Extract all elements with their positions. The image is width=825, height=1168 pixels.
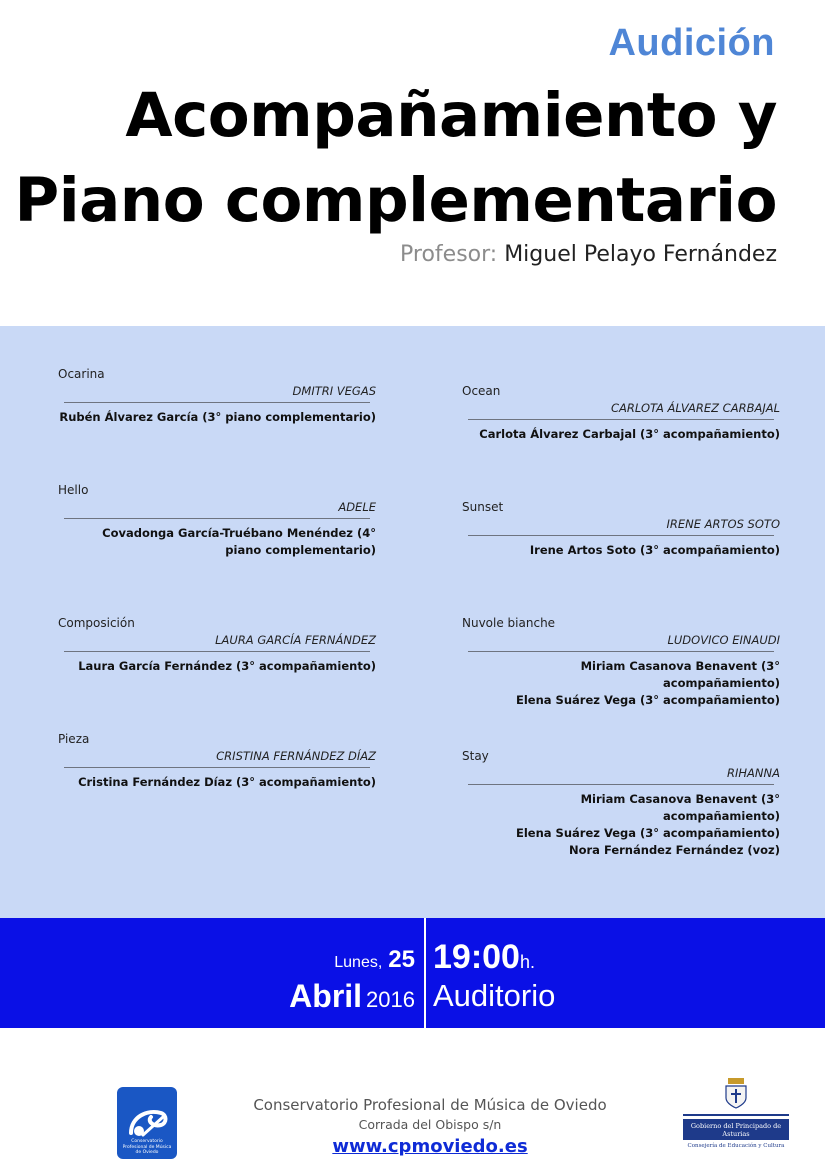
title-line-1: Acompañamiento y bbox=[125, 80, 777, 151]
performer: Nora Fernández Fernández (voz) bbox=[568, 843, 780, 857]
government-logo bbox=[683, 1076, 789, 1168]
piece-title: Ocarina bbox=[58, 367, 105, 381]
poster-header bbox=[0, 0, 825, 326]
teacher-name: Miguel Pelayo Fernández bbox=[504, 242, 777, 267]
program-item bbox=[58, 367, 376, 426]
piece-composer: LUDOVICO EINAUDI bbox=[667, 633, 780, 647]
piece-composer: CARLOTA ÁLVAREZ CARBAJAL bbox=[611, 401, 780, 415]
program-section bbox=[0, 326, 825, 918]
event-time: 19:00 bbox=[433, 938, 520, 976]
performer: Laura García Fernández (3° acompañamiento) bbox=[78, 659, 376, 673]
divider bbox=[64, 518, 370, 519]
conservatory-info bbox=[250, 1096, 610, 1157]
piece-title: Ocean bbox=[462, 384, 501, 398]
piece-title: Stay bbox=[462, 749, 489, 763]
divider bbox=[468, 784, 774, 785]
event-year: 2016 bbox=[366, 987, 415, 1012]
website-link[interactable]: www.cpmoviedo.es bbox=[332, 1136, 528, 1157]
teacher-label: Profesor: bbox=[400, 242, 498, 267]
event-venue: Auditorio bbox=[433, 978, 556, 1013]
piece-title: Composición bbox=[58, 616, 135, 630]
divider bbox=[64, 402, 370, 403]
program-item bbox=[462, 384, 780, 443]
teacher bbox=[400, 242, 777, 267]
performer: Irene Artos Soto (3° acompañamiento) bbox=[529, 543, 780, 557]
date-divider bbox=[424, 918, 426, 1028]
divider bbox=[468, 419, 774, 420]
conservatory-name: Conservatorio Profesional de Música de Oviedo bbox=[253, 1096, 607, 1114]
piece-composer: ADELE bbox=[338, 500, 376, 514]
divider bbox=[64, 651, 370, 652]
event-type: Audición bbox=[608, 22, 775, 64]
program-item bbox=[58, 483, 376, 559]
ministry-name: Consejería de Educación y Cultura bbox=[687, 1143, 785, 1149]
event-date-line2 bbox=[289, 978, 415, 1015]
performer: Rubén Álvarez García (3° piano complementario) bbox=[59, 410, 376, 424]
performer: Carlota Álvarez Carbajal (3° acompañamiento) bbox=[479, 427, 780, 441]
performer: Cristina Fernández Díaz (3° acompañamiento) bbox=[78, 775, 376, 789]
event-date-line1 bbox=[334, 946, 415, 974]
divider bbox=[64, 767, 370, 768]
piece-title: Hello bbox=[58, 483, 89, 497]
piece-composer: LAURA GARCÍA FERNÁNDEZ bbox=[215, 633, 376, 647]
performer: Elena Suárez Vega (3° acompañamiento) bbox=[516, 693, 780, 707]
piece-title: Nuvole bianche bbox=[462, 616, 556, 630]
title-line-2: Piano complementario bbox=[14, 165, 777, 236]
performer: Miriam Casanova Benavent (3° acompañamiento) bbox=[580, 659, 780, 690]
conservatory-logo bbox=[117, 1087, 177, 1159]
conservatory-logo-text: Conservatorio Profesional de Música de Oviedo bbox=[122, 1139, 172, 1155]
piece-title: Sunset bbox=[462, 500, 504, 514]
program-item bbox=[58, 616, 376, 675]
piece-composer: CRISTINA FERNÁNDEZ DÍAZ bbox=[216, 749, 376, 763]
program-item bbox=[462, 616, 780, 709]
program-item bbox=[58, 732, 376, 791]
government-text bbox=[683, 1114, 789, 1168]
performer: Covadonga García-Truébano Menéndez (4° piano complementario) bbox=[102, 526, 376, 557]
divider bbox=[468, 651, 774, 652]
footer bbox=[0, 1028, 825, 1168]
date-time-bar bbox=[0, 918, 825, 1028]
program-item bbox=[462, 749, 780, 859]
program-item bbox=[462, 500, 780, 559]
piece-composer: DMITRI VEGAS bbox=[292, 384, 376, 398]
conservatory-address: Corrada del Obispo s/n bbox=[358, 1117, 502, 1132]
event-month: Abril bbox=[289, 978, 363, 1014]
event-weekday: Lunes, bbox=[334, 954, 383, 971]
performer: Elena Suárez Vega (3° acompañamiento) bbox=[516, 826, 780, 840]
performer: Miriam Casanova Benavent (3° acompañamiento) bbox=[580, 792, 780, 823]
crest-icon bbox=[723, 1076, 749, 1110]
piece-title: Pieza bbox=[58, 732, 90, 746]
government-name: Gobierno del Principado de Asturias bbox=[683, 1119, 789, 1140]
event-day: 25 bbox=[388, 946, 415, 973]
piece-composer: IRENE ARTOS SOTO bbox=[666, 517, 780, 531]
event-time-suffix: h. bbox=[519, 952, 535, 972]
divider bbox=[468, 535, 774, 536]
event-time-line bbox=[433, 938, 535, 977]
piece-composer: RIHANNA bbox=[727, 766, 780, 780]
